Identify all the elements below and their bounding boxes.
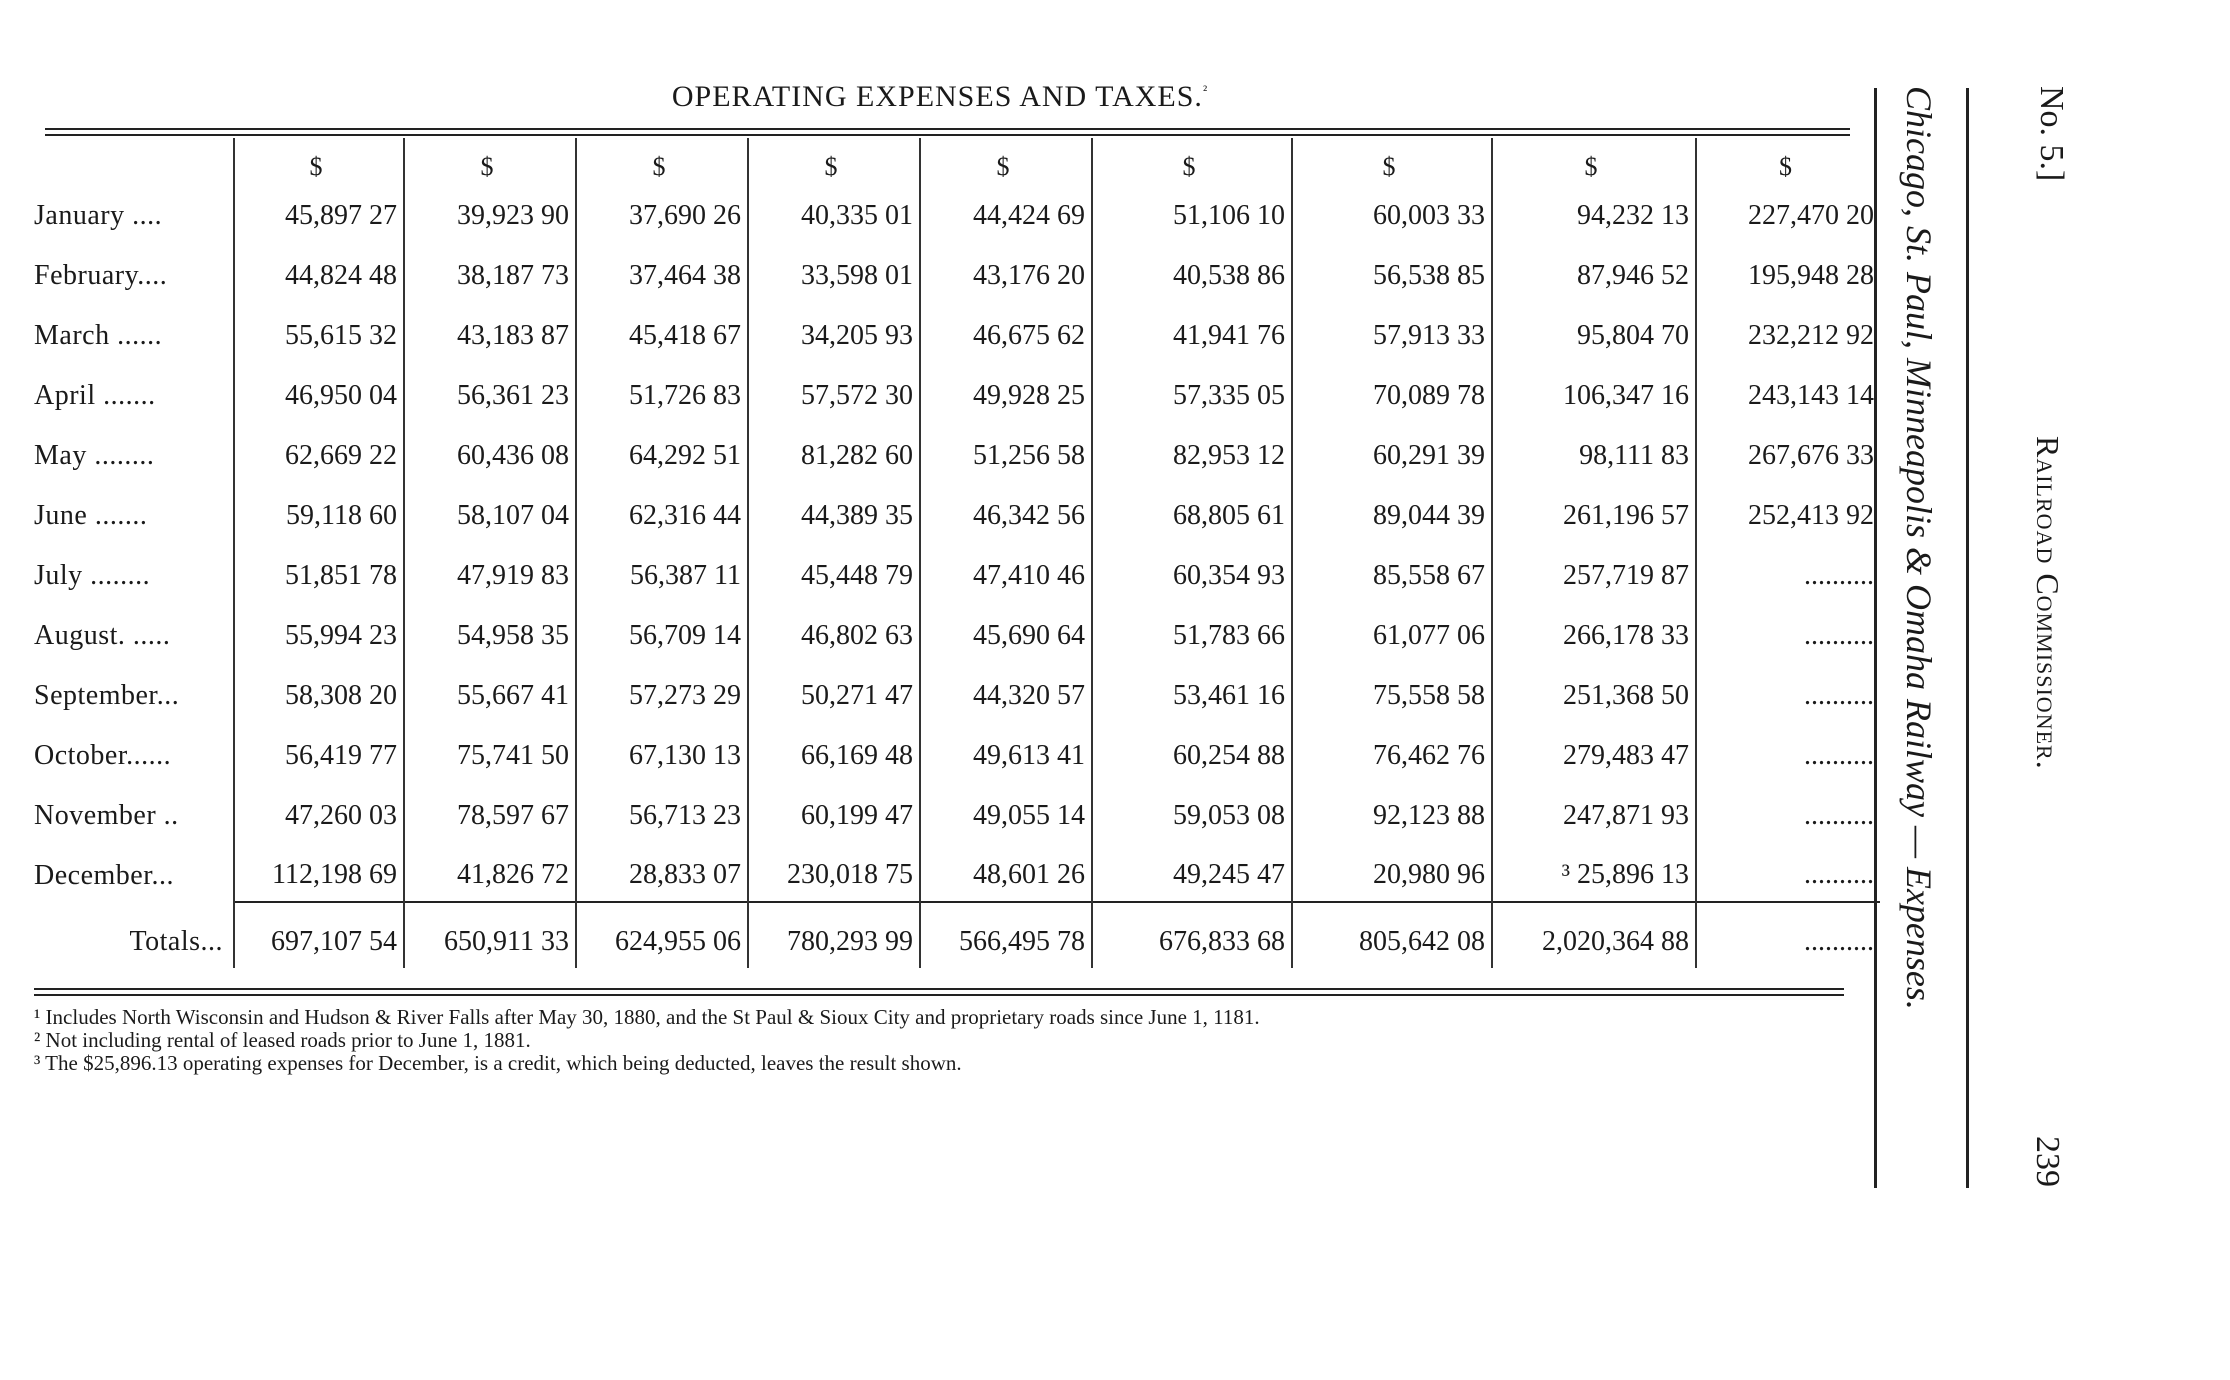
running-head: Railroad Commissioner. [2030, 436, 2066, 770]
table-row [34, 542, 1880, 602]
expense-cell: 56,361 23 [404, 362, 576, 422]
total-cell: 697,107 54 [234, 902, 404, 968]
expense-cell: 112,198 69 [234, 842, 404, 902]
expense-cell: 82,953 12 [1092, 422, 1292, 482]
expense-cell: 75,741 50 [404, 722, 576, 782]
expense-cell: 92,123 88 [1292, 782, 1492, 842]
total-cell: 2,020,364 88 [1492, 902, 1696, 968]
expense-cell: 45,448 79 [748, 542, 920, 602]
expense-cell: 60,199 47 [748, 782, 920, 842]
expense-cell: 243,143 14 [1696, 362, 1880, 422]
expense-cell: 49,245 47 [1092, 842, 1292, 902]
table-row [34, 722, 1880, 782]
expense-cell: 28,833 07 [576, 842, 748, 902]
totals-row [34, 902, 1880, 968]
expense-cell: 58,308 20 [234, 662, 404, 722]
expense-cell: 55,994 23 [234, 602, 404, 662]
expense-cell: 59,118 60 [234, 482, 404, 542]
expense-cell: 48,601 26 [920, 842, 1092, 902]
expense-cell: 60,254 88 [1092, 722, 1292, 782]
expense-cell: 49,928 25 [920, 362, 1092, 422]
currency-symbol: $ [234, 138, 404, 182]
expense-cell: .......... [1696, 542, 1880, 602]
expenses-table [34, 138, 1880, 968]
expense-cell: 33,598 01 [748, 242, 920, 302]
expense-cell: 59,053 08 [1092, 782, 1292, 842]
expense-cell: 46,342 56 [920, 482, 1092, 542]
currency-symbol: $ [1696, 138, 1880, 182]
footnotes [34, 1006, 1260, 1075]
expense-cell: 57,913 33 [1292, 302, 1492, 362]
expense-cell: 61,077 06 [1292, 602, 1492, 662]
total-cell: 780,293 99 [748, 902, 920, 968]
expense-cell: 47,260 03 [234, 782, 404, 842]
expense-cell: 64,292 51 [576, 422, 748, 482]
table-row [34, 182, 1880, 242]
expense-cell: 57,335 05 [1092, 362, 1292, 422]
table-row [34, 302, 1880, 362]
expense-cell: 37,464 38 [576, 242, 748, 302]
expense-cell: 51,726 83 [576, 362, 748, 422]
month-label: March ...... [34, 320, 163, 351]
expense-cell: 66,169 48 [748, 722, 920, 782]
expense-cell: 67,130 13 [576, 722, 748, 782]
currency-symbol: $ [1092, 138, 1292, 182]
expense-cell: 49,055 14 [920, 782, 1092, 842]
table-row [34, 842, 1880, 902]
side-title: Chicago, St. Paul, Minneapolis & Omaha Railway — Expenses. [1899, 86, 1939, 1010]
currency-row [34, 138, 1880, 182]
table-row [34, 602, 1880, 662]
expense-cell: 57,572 30 [748, 362, 920, 422]
expense-cell: 56,709 14 [576, 602, 748, 662]
table-row [34, 782, 1880, 842]
total-cell: 624,955 06 [576, 902, 748, 968]
top-rule-2 [45, 134, 1850, 136]
total-cell: 676,833 68 [1092, 902, 1292, 968]
expense-cell: 76,462 76 [1292, 722, 1492, 782]
footnote-2: ² Not including rental of leased roads prior to June 1, 1881. [34, 1028, 531, 1052]
expense-cell: 44,389 35 [748, 482, 920, 542]
expense-cell: 55,667 41 [404, 662, 576, 722]
expense-cell: 78,597 67 [404, 782, 576, 842]
expense-cell: 230,018 75 [748, 842, 920, 902]
expense-cell: 40,538 86 [1092, 242, 1292, 302]
expense-cell: 266,178 33 [1492, 602, 1696, 662]
table-row [34, 662, 1880, 722]
side-rule-2 [1966, 88, 1969, 1188]
expense-cell: .......... [1696, 722, 1880, 782]
expense-cell: 85,558 67 [1292, 542, 1492, 602]
page-number: 239 [2029, 1136, 2066, 1187]
expense-cell: 55,615 32 [234, 302, 404, 362]
expense-cell: 60,291 39 [1292, 422, 1492, 482]
currency-symbol: $ [1292, 138, 1492, 182]
expense-cell: 45,690 64 [920, 602, 1092, 662]
currency-symbol: $ [920, 138, 1092, 182]
table-row [34, 422, 1880, 482]
expense-cell: 232,212 92 [1696, 302, 1880, 362]
expense-cell: 58,107 04 [404, 482, 576, 542]
expense-cell: 62,316 44 [576, 482, 748, 542]
expense-cell: 45,897 27 [234, 182, 404, 242]
expense-cell: 51,256 58 [920, 422, 1092, 482]
expense-cell: 89,044 39 [1292, 482, 1492, 542]
footnote-3: ³ The $25,896.13 operating expenses for December, is a credit, which being deducted, leaves the result shown. [34, 1051, 962, 1075]
expense-cell: 20,980 96 [1292, 842, 1492, 902]
currency-row-blank [34, 138, 234, 182]
expense-cell: 68,805 61 [1092, 482, 1292, 542]
side-rule [1874, 88, 1877, 1188]
expense-cell: 252,413 92 [1696, 482, 1880, 542]
expense-cell: 261,196 57 [1492, 482, 1696, 542]
month-label: April ....... [34, 380, 156, 411]
table-row [34, 482, 1880, 542]
expense-cell: 62,669 22 [234, 422, 404, 482]
expense-cell: 47,919 83 [404, 542, 576, 602]
currency-symbol: $ [748, 138, 920, 182]
expense-cell: .......... [1696, 842, 1880, 902]
expense-cell: 95,804 70 [1492, 302, 1696, 362]
month-label: January .... [34, 200, 163, 231]
bottom-rule-2 [34, 994, 1844, 996]
expense-cell: 43,176 20 [920, 242, 1092, 302]
total-cell: 566,495 78 [920, 902, 1092, 968]
expense-cell: 56,419 77 [234, 722, 404, 782]
expense-cell: 43,183 87 [404, 302, 576, 362]
expense-cell: 98,111 83 [1492, 422, 1696, 482]
month-label: May ........ [34, 440, 155, 471]
expense-cell: 54,958 35 [404, 602, 576, 662]
expense-cell: 44,320 57 [920, 662, 1092, 722]
expense-cell: 81,282 60 [748, 422, 920, 482]
footnote-1: ¹ Includes North Wisconsin and Hudson & River Falls after May 30, 1880, and the St Paul & Sioux City and proprietary roads since June 1, 1181. [34, 1005, 1260, 1029]
expense-cell: 56,713 23 [576, 782, 748, 842]
bottom-rule [34, 988, 1844, 990]
currency-symbol: $ [576, 138, 748, 182]
expense-cell: 40,335 01 [748, 182, 920, 242]
expense-cell: .......... [1696, 662, 1880, 722]
top-rule [45, 128, 1850, 130]
currency-symbol: $ [404, 138, 576, 182]
expense-cell: 94,232 13 [1492, 182, 1696, 242]
expense-cell: 49,613 41 [920, 722, 1092, 782]
expense-cell: 51,106 10 [1092, 182, 1292, 242]
expense-cell: 46,950 04 [234, 362, 404, 422]
expense-cell: 247,871 93 [1492, 782, 1696, 842]
expense-cell: 75,558 58 [1292, 662, 1492, 722]
expense-cell: 50,271 47 [748, 662, 920, 722]
expense-cell: 60,436 08 [404, 422, 576, 482]
month-label: February.... [34, 260, 168, 291]
expense-cell: 38,187 73 [404, 242, 576, 302]
expense-cell: 44,824 48 [234, 242, 404, 302]
expense-cell: 41,826 72 [404, 842, 576, 902]
expense-cell: 251,368 50 [1492, 662, 1696, 722]
expense-cell: 279,483 47 [1492, 722, 1696, 782]
expense-cell: 47,410 46 [920, 542, 1092, 602]
total-cell: 805,642 08 [1292, 902, 1492, 968]
expense-cell: 39,923 90 [404, 182, 576, 242]
expense-cell: 45,418 67 [576, 302, 748, 362]
table-row [34, 242, 1880, 302]
expense-cell: .......... [1696, 602, 1880, 662]
total-cell: .......... [1696, 902, 1880, 968]
expense-cell: 60,354 93 [1092, 542, 1292, 602]
expense-cell: 267,676 33 [1696, 422, 1880, 482]
month-label: November .. [34, 800, 179, 831]
table-title: OPERATING EXPENSES AND TAXES.$^{^2}$ [671, 80, 1209, 113]
expense-cell: 51,783 66 [1092, 602, 1292, 662]
month-label: June ....... [34, 500, 148, 531]
expense-cell: .......... [1696, 782, 1880, 842]
expense-cell: 41,941 76 [1092, 302, 1292, 362]
issue-label: No. 5.] [2033, 86, 2070, 182]
expense-cell: 53,461 16 [1092, 662, 1292, 722]
month-label: December... [34, 860, 174, 891]
month-label: August. ..... [34, 620, 171, 651]
expense-cell: 227,470 20 [1696, 182, 1880, 242]
expense-cell: 34,205 93 [748, 302, 920, 362]
expense-cell: 60,003 33 [1292, 182, 1492, 242]
month-label: July ........ [34, 560, 151, 591]
expense-cell: 70,089 78 [1292, 362, 1492, 422]
expense-cell: 57,273 29 [576, 662, 748, 722]
expense-cell: 37,690 26 [576, 182, 748, 242]
expense-cell: 44,424 69 [920, 182, 1092, 242]
expense-cell: 257,719 87 [1492, 542, 1696, 602]
expense-cell: 46,802 63 [748, 602, 920, 662]
currency-symbol: $ [1492, 138, 1696, 182]
expense-cell: 51,851 78 [234, 542, 404, 602]
totals-label: Totals... [129, 926, 223, 957]
expense-cell: 56,538 85 [1292, 242, 1492, 302]
expense-cell: 56,387 11 [576, 542, 748, 602]
expense-cell: ³ 25,896 13 [1492, 842, 1696, 902]
month-label: October...... [34, 740, 172, 771]
expense-cell: 106,347 16 [1492, 362, 1696, 422]
expense-cell: 46,675 62 [920, 302, 1092, 362]
table-row [34, 362, 1880, 422]
expense-cell: 87,946 52 [1492, 242, 1696, 302]
expense-cell: 195,948 28 [1696, 242, 1880, 302]
total-cell: 650,911 33 [404, 902, 576, 968]
month-label: September... [34, 680, 180, 711]
